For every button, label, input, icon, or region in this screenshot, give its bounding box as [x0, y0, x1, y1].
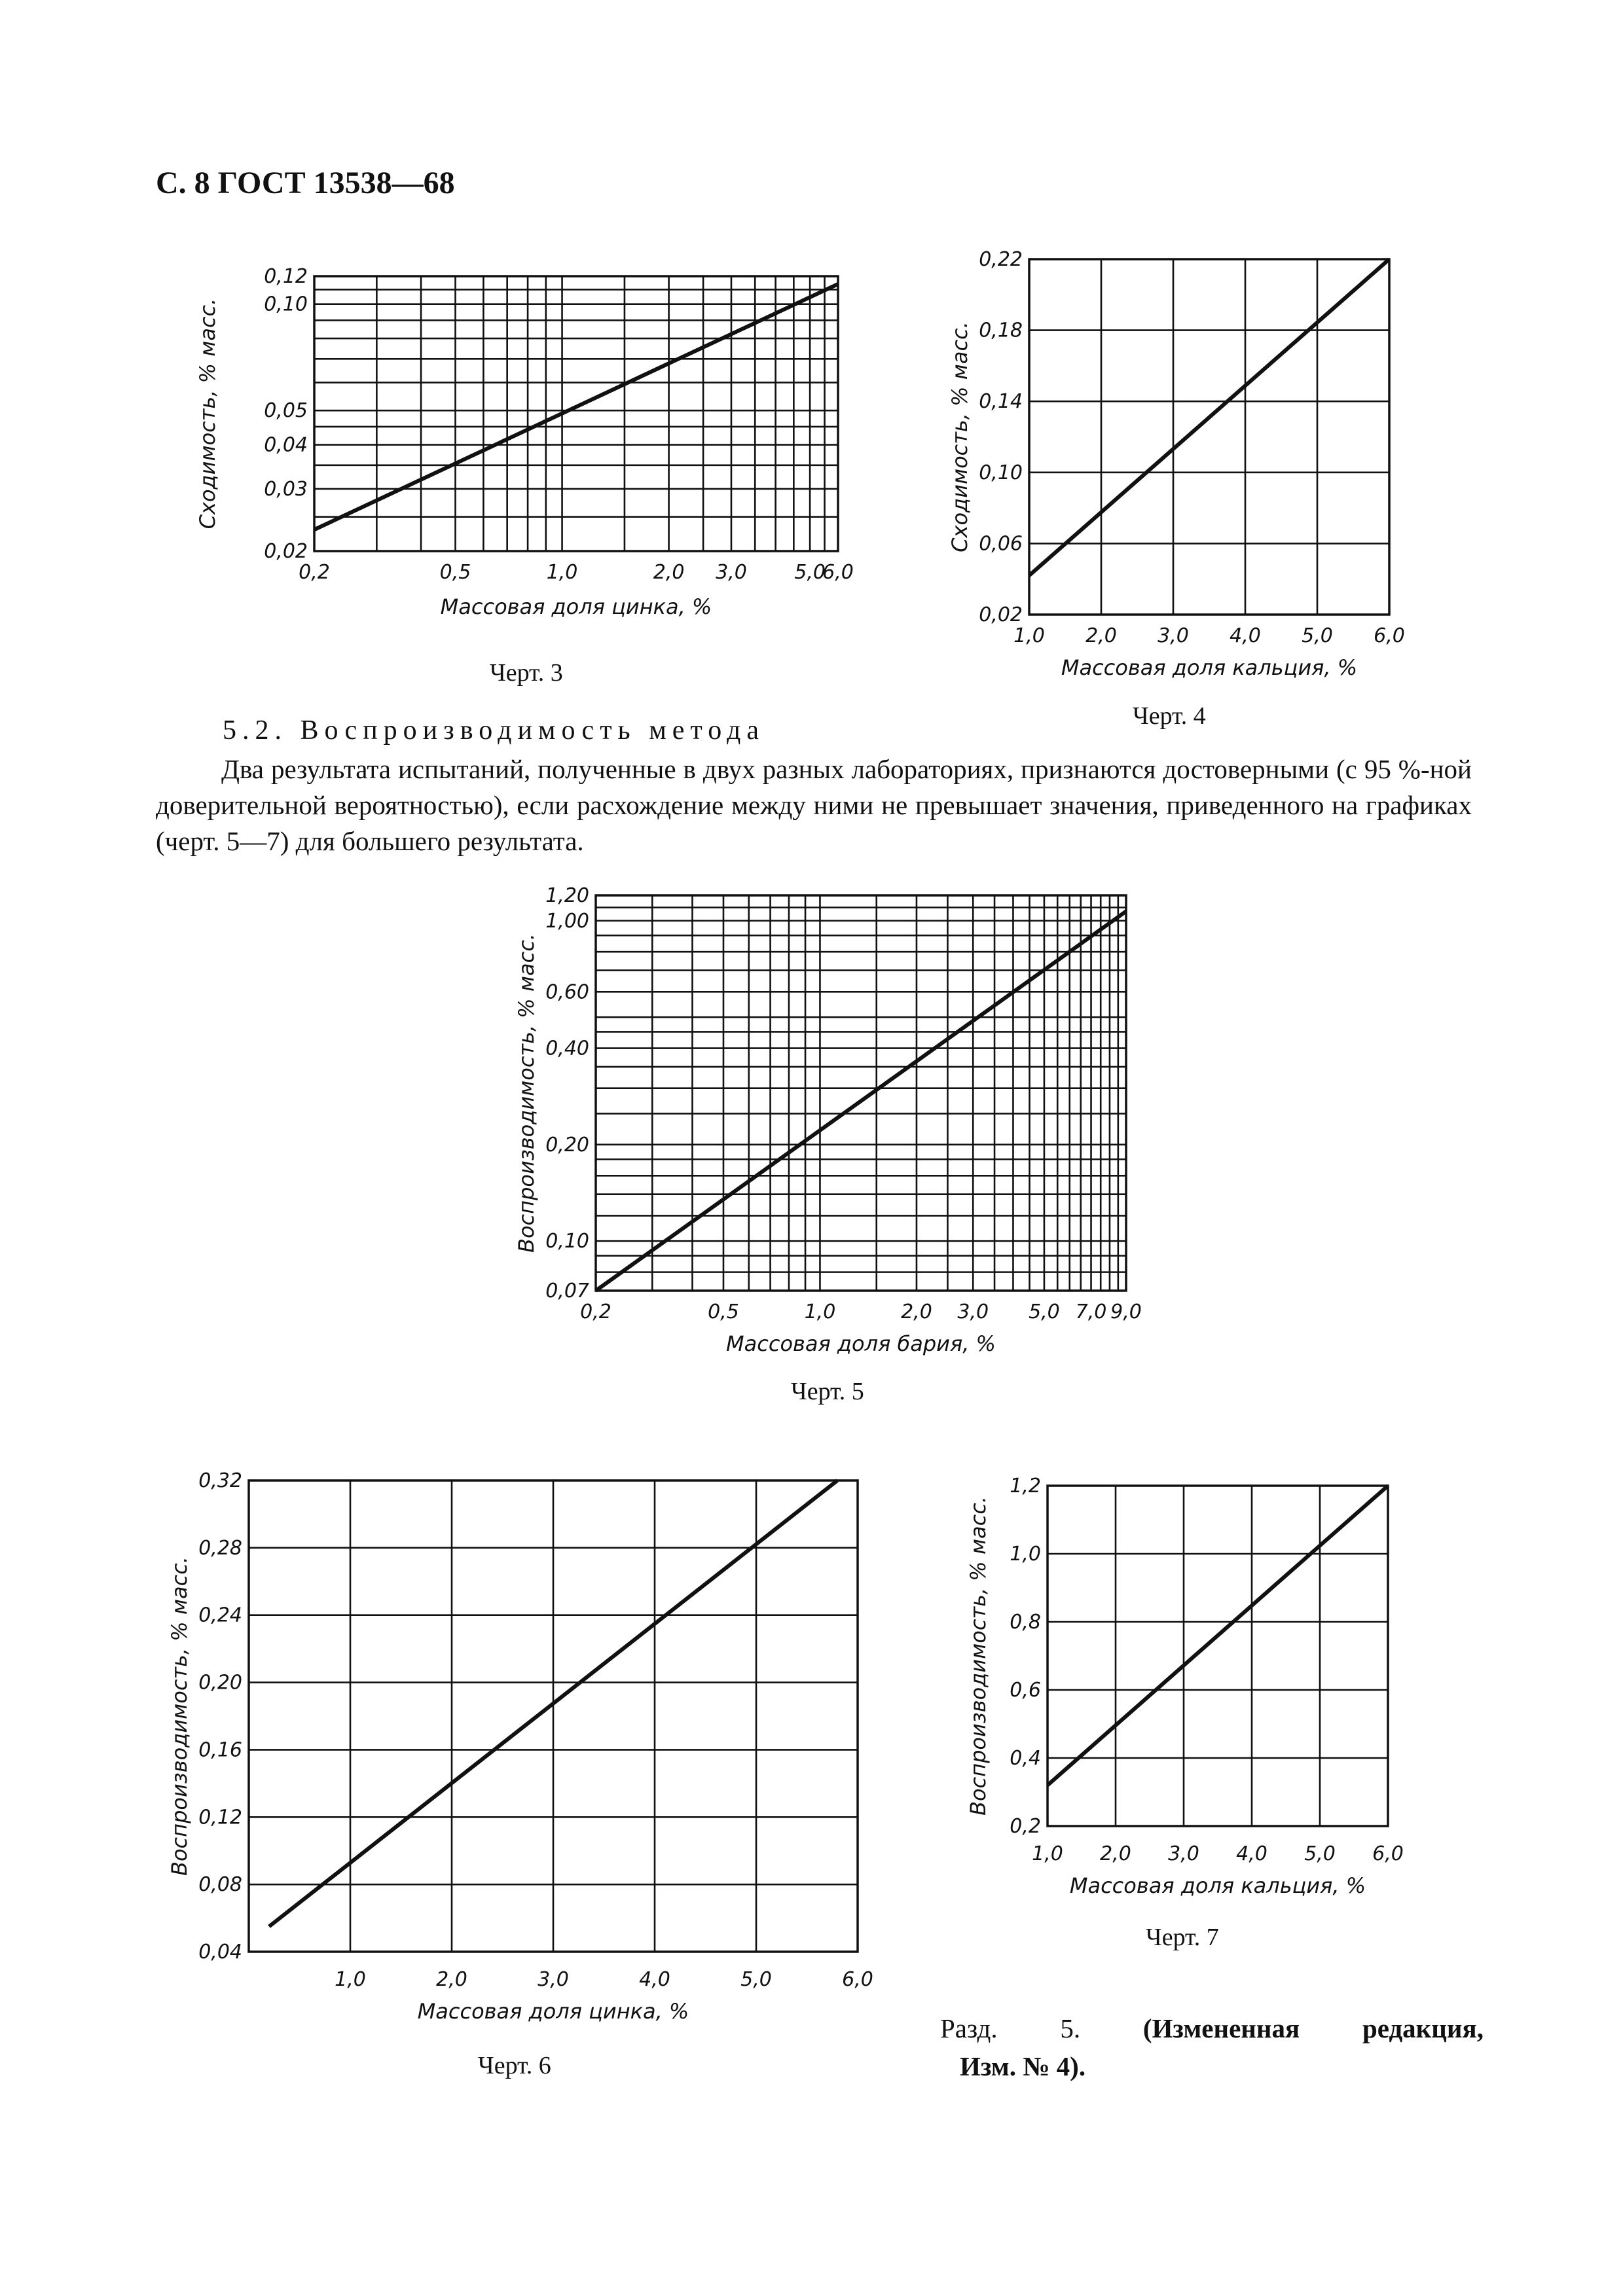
x-tick-label: 1,0: [1032, 1842, 1063, 1865]
x-tick-label: 5,0: [740, 1968, 772, 1991]
series-line: [596, 911, 1126, 1291]
y-tick-label: 0,22: [979, 248, 1023, 271]
plot-frame: [1048, 1486, 1388, 1826]
y-tick-label: 0,20: [545, 1133, 589, 1157]
chart-5: [514, 884, 1142, 1356]
x-axis-title: Массовая доля цинка, %: [417, 1999, 689, 2024]
x-tick-label: 6,0: [1372, 1842, 1404, 1865]
y-axis-title: Сходимость, % масс.: [947, 321, 972, 552]
x-tick-label: 4,0: [639, 1968, 670, 1991]
y-tick-label: 0,2: [1010, 1815, 1041, 1838]
amendment-line-1: [940, 2009, 1484, 2047]
x-tick-label: 0,5: [439, 561, 471, 584]
page-header: С. 8 ГОСТ 13538—68: [156, 166, 455, 200]
x-tick-label: 5,0: [1029, 1300, 1060, 1323]
chart-7-caption: Черт. 7: [1146, 1924, 1219, 1951]
y-tick-label: 0,02: [264, 540, 308, 563]
chart-6: [167, 1469, 873, 2024]
y-tick-label: 0,14: [979, 390, 1023, 414]
x-tick-label: 3,0: [538, 1968, 569, 1991]
y-tick-label: 0,10: [545, 1230, 589, 1253]
section-title: 5.2. Воспроизводимость метода: [223, 715, 765, 745]
x-axis-title: Массовая доля кальция, %: [1061, 655, 1358, 680]
x-tick-label: 3,0: [957, 1300, 989, 1323]
x-axis-title: Массовая доля бария, %: [726, 1331, 996, 1356]
amendment-bold-2: Изм. № 4).: [960, 2051, 1086, 2081]
x-tick-label: 1,0: [804, 1300, 836, 1323]
section-paragraph: Два результата испытаний, полученные в двух разных лабораториях, признаются достоверными (с 95 %-ной доверительной вероятностью), если расхождение между ними не превышает значения, приведенного на графиках (черт. 5—7) для большего результата.: [156, 754, 1472, 856]
y-tick-label: 0,05: [264, 399, 308, 423]
y-tick-label: 0,07: [545, 1280, 589, 1302]
y-tick-label: 0,18: [979, 319, 1023, 342]
section-text: [156, 751, 1472, 859]
x-tick-label: 2,0: [436, 1968, 467, 1991]
x-tick-label: 2,0: [1085, 624, 1117, 647]
x-tick-label: 5,0: [1302, 624, 1333, 647]
y-tick-label: 0,06: [979, 532, 1023, 556]
y-tick-label: 0,16: [198, 1738, 242, 1762]
x-tick-label: 9,0: [1110, 1300, 1142, 1323]
y-tick-label: 0,6: [1010, 1679, 1041, 1702]
y-axis-title: Воспроизводимость, % масс.: [966, 1496, 991, 1816]
x-tick-label: 7,0: [1075, 1300, 1107, 1323]
x-tick-label: 4,0: [1236, 1842, 1267, 1865]
x-tick-label: 0,2: [299, 561, 330, 584]
chart-4: [947, 248, 1405, 680]
x-tick-label: 1,0: [1013, 624, 1045, 647]
y-tick-label: 0,40: [545, 1037, 589, 1060]
chart-4-caption: Черт. 4: [1133, 702, 1206, 730]
plot-frame: [1029, 259, 1389, 615]
x-tick-label: 4,0: [1230, 624, 1261, 647]
y-tick-label: 1,00: [545, 909, 589, 933]
y-tick-label: 0,28: [198, 1536, 242, 1560]
y-axis-title: Воспроизводимость, % масс.: [514, 933, 539, 1253]
x-tick-label: 3,0: [1168, 1842, 1199, 1865]
y-tick-label: 0,10: [979, 461, 1023, 484]
x-tick-label: 5,0: [1304, 1842, 1336, 1865]
y-tick-label: 1,20: [545, 884, 589, 907]
series-line: [1048, 1486, 1388, 1785]
x-tick-label: 2,0: [901, 1300, 932, 1323]
y-tick-label: 0,10: [264, 293, 308, 316]
y-tick-label: 0,24: [198, 1604, 242, 1627]
amendment-note: [940, 2009, 1484, 2085]
y-tick-label: 0,8: [1010, 1611, 1041, 1634]
x-tick-label: 2,0: [1100, 1842, 1131, 1865]
x-tick-label: 1,0: [335, 1968, 366, 1991]
chart-3-caption: Черт. 3: [490, 659, 563, 687]
y-tick-label: 0,03: [264, 477, 308, 501]
y-tick-label: 0,12: [198, 1806, 242, 1829]
x-tick-label: 1,0: [546, 561, 578, 584]
y-tick-label: 0,4: [1010, 1747, 1041, 1770]
x-tick-label: 5,0: [794, 561, 826, 584]
y-tick-label: 0,60: [545, 980, 589, 1004]
y-axis-title: Сходимость, % масс.: [195, 298, 220, 529]
series-line: [1029, 259, 1389, 575]
chart-5-caption: Черт. 5: [791, 1378, 864, 1405]
y-tick-label: 0,04: [264, 433, 308, 457]
chart-6-caption: Черт. 6: [478, 2052, 551, 2079]
y-tick-label: 1,2: [1010, 1475, 1041, 1498]
x-tick-label: 6,0: [1374, 624, 1405, 647]
x-tick-label: 6,0: [822, 561, 854, 584]
x-tick-label: 2,0: [653, 561, 685, 584]
y-tick-label: 0,08: [198, 1873, 242, 1897]
amendment-prefix: Разд. 5.: [940, 2013, 1143, 2043]
x-axis-title: Массовая доля цинка, %: [440, 594, 712, 619]
plot-frame: [314, 276, 838, 551]
y-tick-label: 0,20: [198, 1671, 242, 1695]
x-tick-label: 0,2: [580, 1300, 611, 1323]
y-tick-label: 0,04: [198, 1941, 242, 1964]
y-tick-label: 0,32: [198, 1469, 242, 1492]
x-tick-label: 3,0: [716, 561, 747, 584]
y-axis-title: Воспроизводимость, % масс.: [167, 1556, 192, 1876]
x-tick-label: 6,0: [842, 1968, 873, 1991]
x-axis-title: Массовая доля кальция, %: [1069, 1873, 1366, 1898]
amendment-bold-1: (Измененная редакция,: [1142, 2013, 1484, 2043]
y-tick-label: 0,02: [979, 603, 1023, 626]
x-tick-label: 0,5: [708, 1300, 739, 1323]
y-tick-label: 0,12: [264, 265, 308, 288]
x-tick-label: 3,0: [1158, 624, 1189, 647]
y-tick-label: 1,0: [1010, 1543, 1041, 1566]
chart-3: [195, 265, 854, 619]
amendment-line-2: [940, 2047, 1484, 2085]
chart-7: [966, 1475, 1404, 1898]
